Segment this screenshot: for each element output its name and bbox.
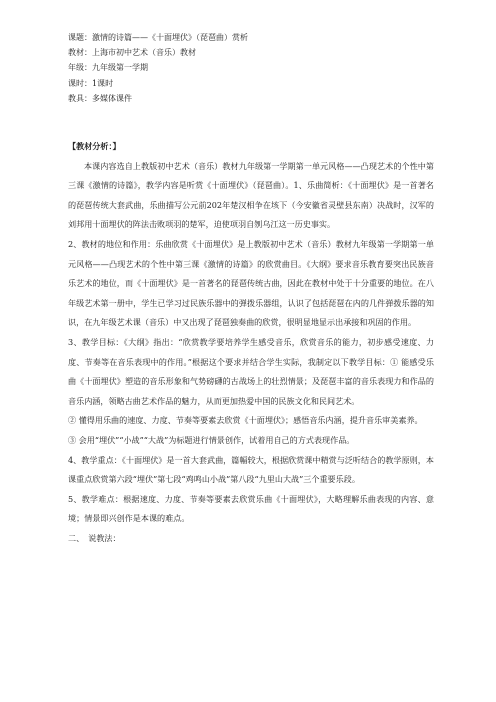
lesson-tools: 教具：多媒体课件 xyxy=(68,93,132,103)
paragraph-status-role: 2、教材的地位和作用：乐曲欣赏《十面埋伏》是上教版初中艺术（音乐）教材九年级第一学期第一单元风格——凸现艺术的个性中第三课《激情的诗篇》的欣赏曲目。《大纲》要求音乐教育要突出民族音乐艺术的地位，而《十面埋伏》是一首著名的琵琶传统古曲，因此在教材中处于十分重要的地位。在八年级艺术第一册中，学生已学习过民族乐器中的弹拨乐器组，认识了包括琵琶在内的几件弹拨乐器的知识，在九年级艺术课（音乐）中又出现了琵琶独奏曲的欣赏，很明显地显示出承接和巩固的作用。 xyxy=(68,238,434,328)
paragraph-key-points: 4、教学重点：《十面埋伏》是一首大套武曲，篇幅较大，根据欣赏课中精赏与泛听结合的教学原则，本课重点欣赏第六段“埋伏”第七段“鸡鸣山小战”第八段“九里山大战”三个重要乐段。 xyxy=(68,454,434,485)
lesson-meta xyxy=(68,30,248,106)
lesson-textbook: 教材：上海市初中艺术（音乐）教材 xyxy=(68,48,196,58)
paragraph-intro: 本课内容选自上教版初中艺术（音乐）教材九年级第一学期第一单元风格——凸现艺术的个性中第三课《激情的诗篇》，教学内容是听赏《十面埋伏》（琵琶曲）。1、乐曲简析：《十面埋伏》是一首著名的琵琶传统大套武曲，乐曲描写公元前202年楚汉相争在垓下（今安徽省灵壁县东南）决战时，汉军的刘邦用十面埋伏的阵法击败项羽的楚军，迫使项羽自刎乌江这一历史事实。 xyxy=(68,160,434,230)
lesson-grade: 年级：九年级第一学期 xyxy=(68,63,148,73)
lesson-topic: 课题：激情的诗篇——《十面埋伏》（琵琶曲）赏析 xyxy=(68,33,248,42)
paragraph-teaching-goals: 3、教学目标：《大纲》指出：“欣赏教学要培养学生感受音乐，欣赏音乐的能力，初步感受速度、力度、节奏等在音乐表现中的作用。”根据这个要求并结合学生实际，我制定以下教学目标：① 能感受乐曲《十面埋伏》塑造的音乐形象和气势磅礴的古战场上的壮烈情景；及琵琶丰富的音乐表现力和作品的音乐内涵，领略古曲艺术作品的魅力，从而更加热爱中国的民族文化和民间艺术。 xyxy=(68,336,434,406)
paragraph-goal-three: ③ 会用“埋伏”“小战”“大战”为标题进行情景创作，试着用自己的方式表现作品。 xyxy=(68,434,355,445)
section-title-textbook-analysis: 【教材分析：】 xyxy=(68,141,121,151)
paragraph-difficulties: 5、教学难点：根据速度、力度、节奏等要素去欣赏乐曲《十面埋伏》，大略理解乐曲表现的内容、意境；情景即兴创作是本课的难点。 xyxy=(68,493,434,524)
document-body xyxy=(68,137,434,548)
lesson-hours: 课时：1课时 xyxy=(68,78,114,88)
paragraph-goal-two: ② 懂得用乐曲的速度、力度、节奏等要素去欣赏《十面埋伏》；感悟音乐内涵，提升音乐审美素养。 xyxy=(68,415,423,426)
section-title-teaching-method: 二、 说教法： xyxy=(68,532,121,543)
